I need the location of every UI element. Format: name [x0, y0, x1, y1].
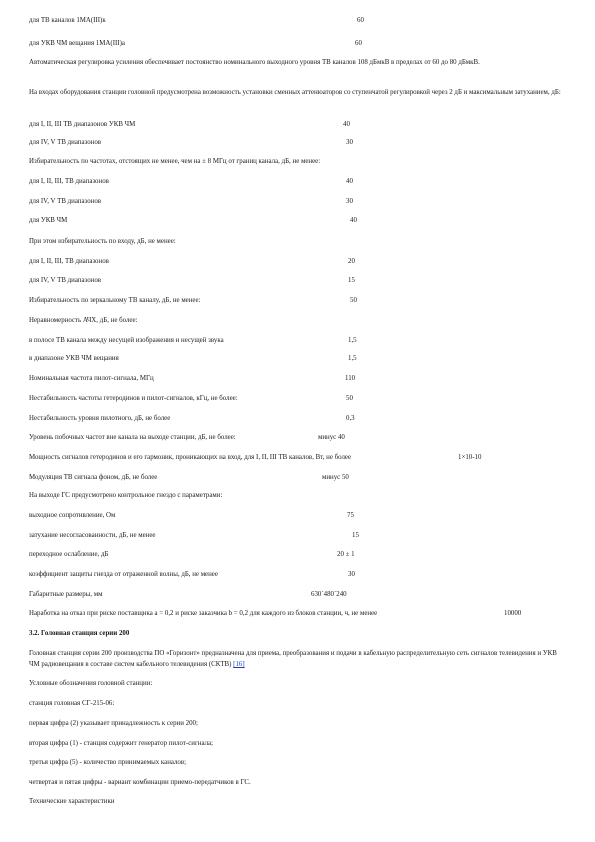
section-heading: 3.2. Головная станция серии 200	[29, 630, 130, 637]
series-description	[29, 648, 569, 670]
spec-row	[29, 277, 101, 285]
fourth-fifth-digit-note: четвертая и пятая цифры - вариант комбинации приемо-передатчиков в ГС.	[29, 779, 251, 786]
spec-label: Мощность сигналов гетеродинов и его гармоник, проникающих на вход, для I, II, III ТВ каналов, Вт, не более	[29, 454, 352, 461]
spec-label: для IV, V ТВ диапазонов	[29, 198, 102, 205]
spec-label: в диапазоне УКВ ЧМ вещания	[29, 355, 119, 362]
spec-value: 50	[346, 395, 353, 402]
first-digit-note: первая цифра (2) указывает принадлежность к серии 200;	[29, 720, 198, 727]
spec-row	[29, 395, 238, 403]
spec-row	[29, 139, 101, 147]
agc-paragraph: Автоматическая регулировка усиления обеспечивает постоянство номинального выходного уровня ТВ каналов 108 дБмкВ в пределах от 60 до 80 дБмкВ.	[29, 59, 480, 66]
spec-row	[29, 532, 155, 540]
spec-label: Избирательность по частотах, отстоящих не менее, чем на ± 8 МГц от границ канала, дБ, не менее:	[29, 158, 321, 165]
spec-value: 15	[352, 532, 359, 539]
spec-heading-input-selectivity	[29, 238, 176, 246]
spec-row-reliability	[29, 610, 377, 618]
spec-label: для УКВ ЧМ вещания 1МА(III)а	[29, 40, 125, 47]
spec-row	[29, 297, 200, 305]
spec-label: Нестабильность частоты гетеродинов и пилот-сигналов, кГц, не более:	[29, 395, 238, 402]
spec-value: 110	[345, 375, 356, 382]
spec-value: 60	[355, 40, 362, 47]
spec-value: 10000	[504, 610, 522, 617]
spec-label: для IV, V ТВ диапазонов	[29, 277, 102, 284]
reference-link[interactable]: [16]	[233, 661, 245, 668]
spec-label: Нестабильность уровня пилотного, дБ, не более	[29, 415, 171, 422]
station-example: станция головная СГ-215-06:	[29, 700, 115, 707]
spec-label: в полосе ТВ канала между несущей изображения и несущей звука	[29, 337, 224, 344]
spec-label: Избирательность по зеркальному ТВ каналу, дБ, не менее:	[29, 297, 201, 304]
spec-row-tv-channels	[29, 17, 106, 25]
spec-row	[29, 355, 119, 363]
spec-label: Модуляция ТВ сигнала фоном, дБ, не более	[29, 474, 158, 481]
spec-label: для УКВ ЧМ	[29, 217, 68, 224]
spec-value: 0,3	[346, 415, 355, 422]
spec-row	[29, 121, 135, 129]
spec-label: коэффициент защиты гнезда от отраженной волны, дБ, не менее	[29, 571, 218, 578]
spec-heading-frequency-response	[29, 317, 137, 325]
spec-row	[29, 571, 218, 579]
spec-row-fm-radio	[29, 40, 125, 48]
spec-label: для I, II, III, ТВ диапазонов	[29, 178, 109, 185]
spec-label: Неравномерность АЧХ, дБ, не более:	[29, 317, 138, 324]
spec-row	[29, 474, 157, 482]
spec-value: 1,5	[348, 355, 357, 362]
spec-value: 20 ± 1	[337, 551, 355, 558]
spec-label: затухание несогласованности, дБ, не менее	[29, 532, 156, 539]
spec-label: На выходе ГС предусмотрено контрольное гнездо с параметрами:	[29, 492, 223, 499]
spec-row	[29, 434, 236, 442]
spec-value: минус 50	[322, 474, 349, 481]
series-description-text: Головная станция серии 200 производства ПО «Горизонт» предназначена для приема, преобразования и подачи в кабельную распределительную сеть сигналов телевидения и УКВ ЧМ радиовещания в составе систем кабельного телевидения (СКТВ)	[29, 650, 557, 668]
specs-title: Технические характеристики	[29, 798, 115, 805]
spec-label: Уровень побочных частот вне канала на выходе станции, дБ, не более:	[29, 434, 236, 441]
spec-value: 630´480´240	[311, 591, 347, 598]
spec-label: для IV, V ТВ диапазонов	[29, 139, 102, 146]
spec-value: 40	[346, 178, 353, 185]
spec-label: Номинальная частота пилот-сигнала, МГц	[29, 375, 154, 382]
spec-row	[29, 454, 351, 462]
spec-label: для I, II, III ТВ диапазонов УКВ ЧМ	[29, 121, 136, 128]
spec-value: минус 40	[318, 434, 345, 441]
spec-value: 1,5	[348, 337, 357, 344]
spec-row	[29, 198, 101, 206]
spec-row	[29, 512, 115, 520]
spec-value: 1×10-10	[458, 454, 482, 461]
spec-value: 15	[348, 277, 355, 284]
spec-value: 40	[350, 217, 357, 224]
spec-row	[29, 551, 108, 559]
spec-label: для ТВ каналов 1МА(III)к	[29, 17, 106, 24]
spec-value: 30	[346, 198, 353, 205]
spec-row	[29, 375, 154, 383]
second-digit-note: вторая цифра (1) - станция содержит генератор пилот-сигнала;	[29, 740, 214, 747]
spec-row	[29, 178, 109, 186]
spec-value: 20	[348, 258, 355, 265]
spec-row	[29, 591, 102, 599]
spec-label: Габаритные размеры, мм	[29, 591, 103, 598]
spec-label: При этом избирательность по входу, дБ, не менее:	[29, 238, 176, 245]
spec-label: переходное ослабление, дБ	[29, 551, 109, 558]
spec-label: выходное сопротивление, Ом	[29, 512, 116, 519]
spec-row	[29, 217, 67, 225]
spec-value: 50	[350, 297, 357, 304]
attenuators-paragraph: На входах оборудования станции головной предусмотрена возможность установки сменных аттенюаторов со ступенчатой регулировкой через 2 дБ и максимальным затуханием, дБ:	[29, 89, 561, 96]
spec-row	[29, 337, 224, 345]
notation-title: Условные обозначения головной станции:	[29, 680, 153, 687]
spec-heading-test-socket	[29, 492, 222, 500]
spec-value: 40	[343, 121, 350, 128]
spec-value: 30	[348, 571, 355, 578]
spec-value: 60	[357, 17, 364, 24]
third-digit-note: третья цифра (5) - количество принимаемых каналов;	[29, 759, 187, 766]
spec-label: Наработка на отказ при риске поставщика а = 0,2 и риске заказчика b = 0,2 для каждого из блоков станции, ч, не менее	[29, 610, 378, 617]
spec-row	[29, 258, 109, 266]
spec-label: для I, II, III, ТВ диапазонов	[29, 258, 109, 265]
spec-heading-selectivity	[29, 158, 320, 166]
spec-value: 75	[347, 512, 354, 519]
spec-value: 30	[346, 139, 353, 146]
spec-row	[29, 415, 170, 423]
